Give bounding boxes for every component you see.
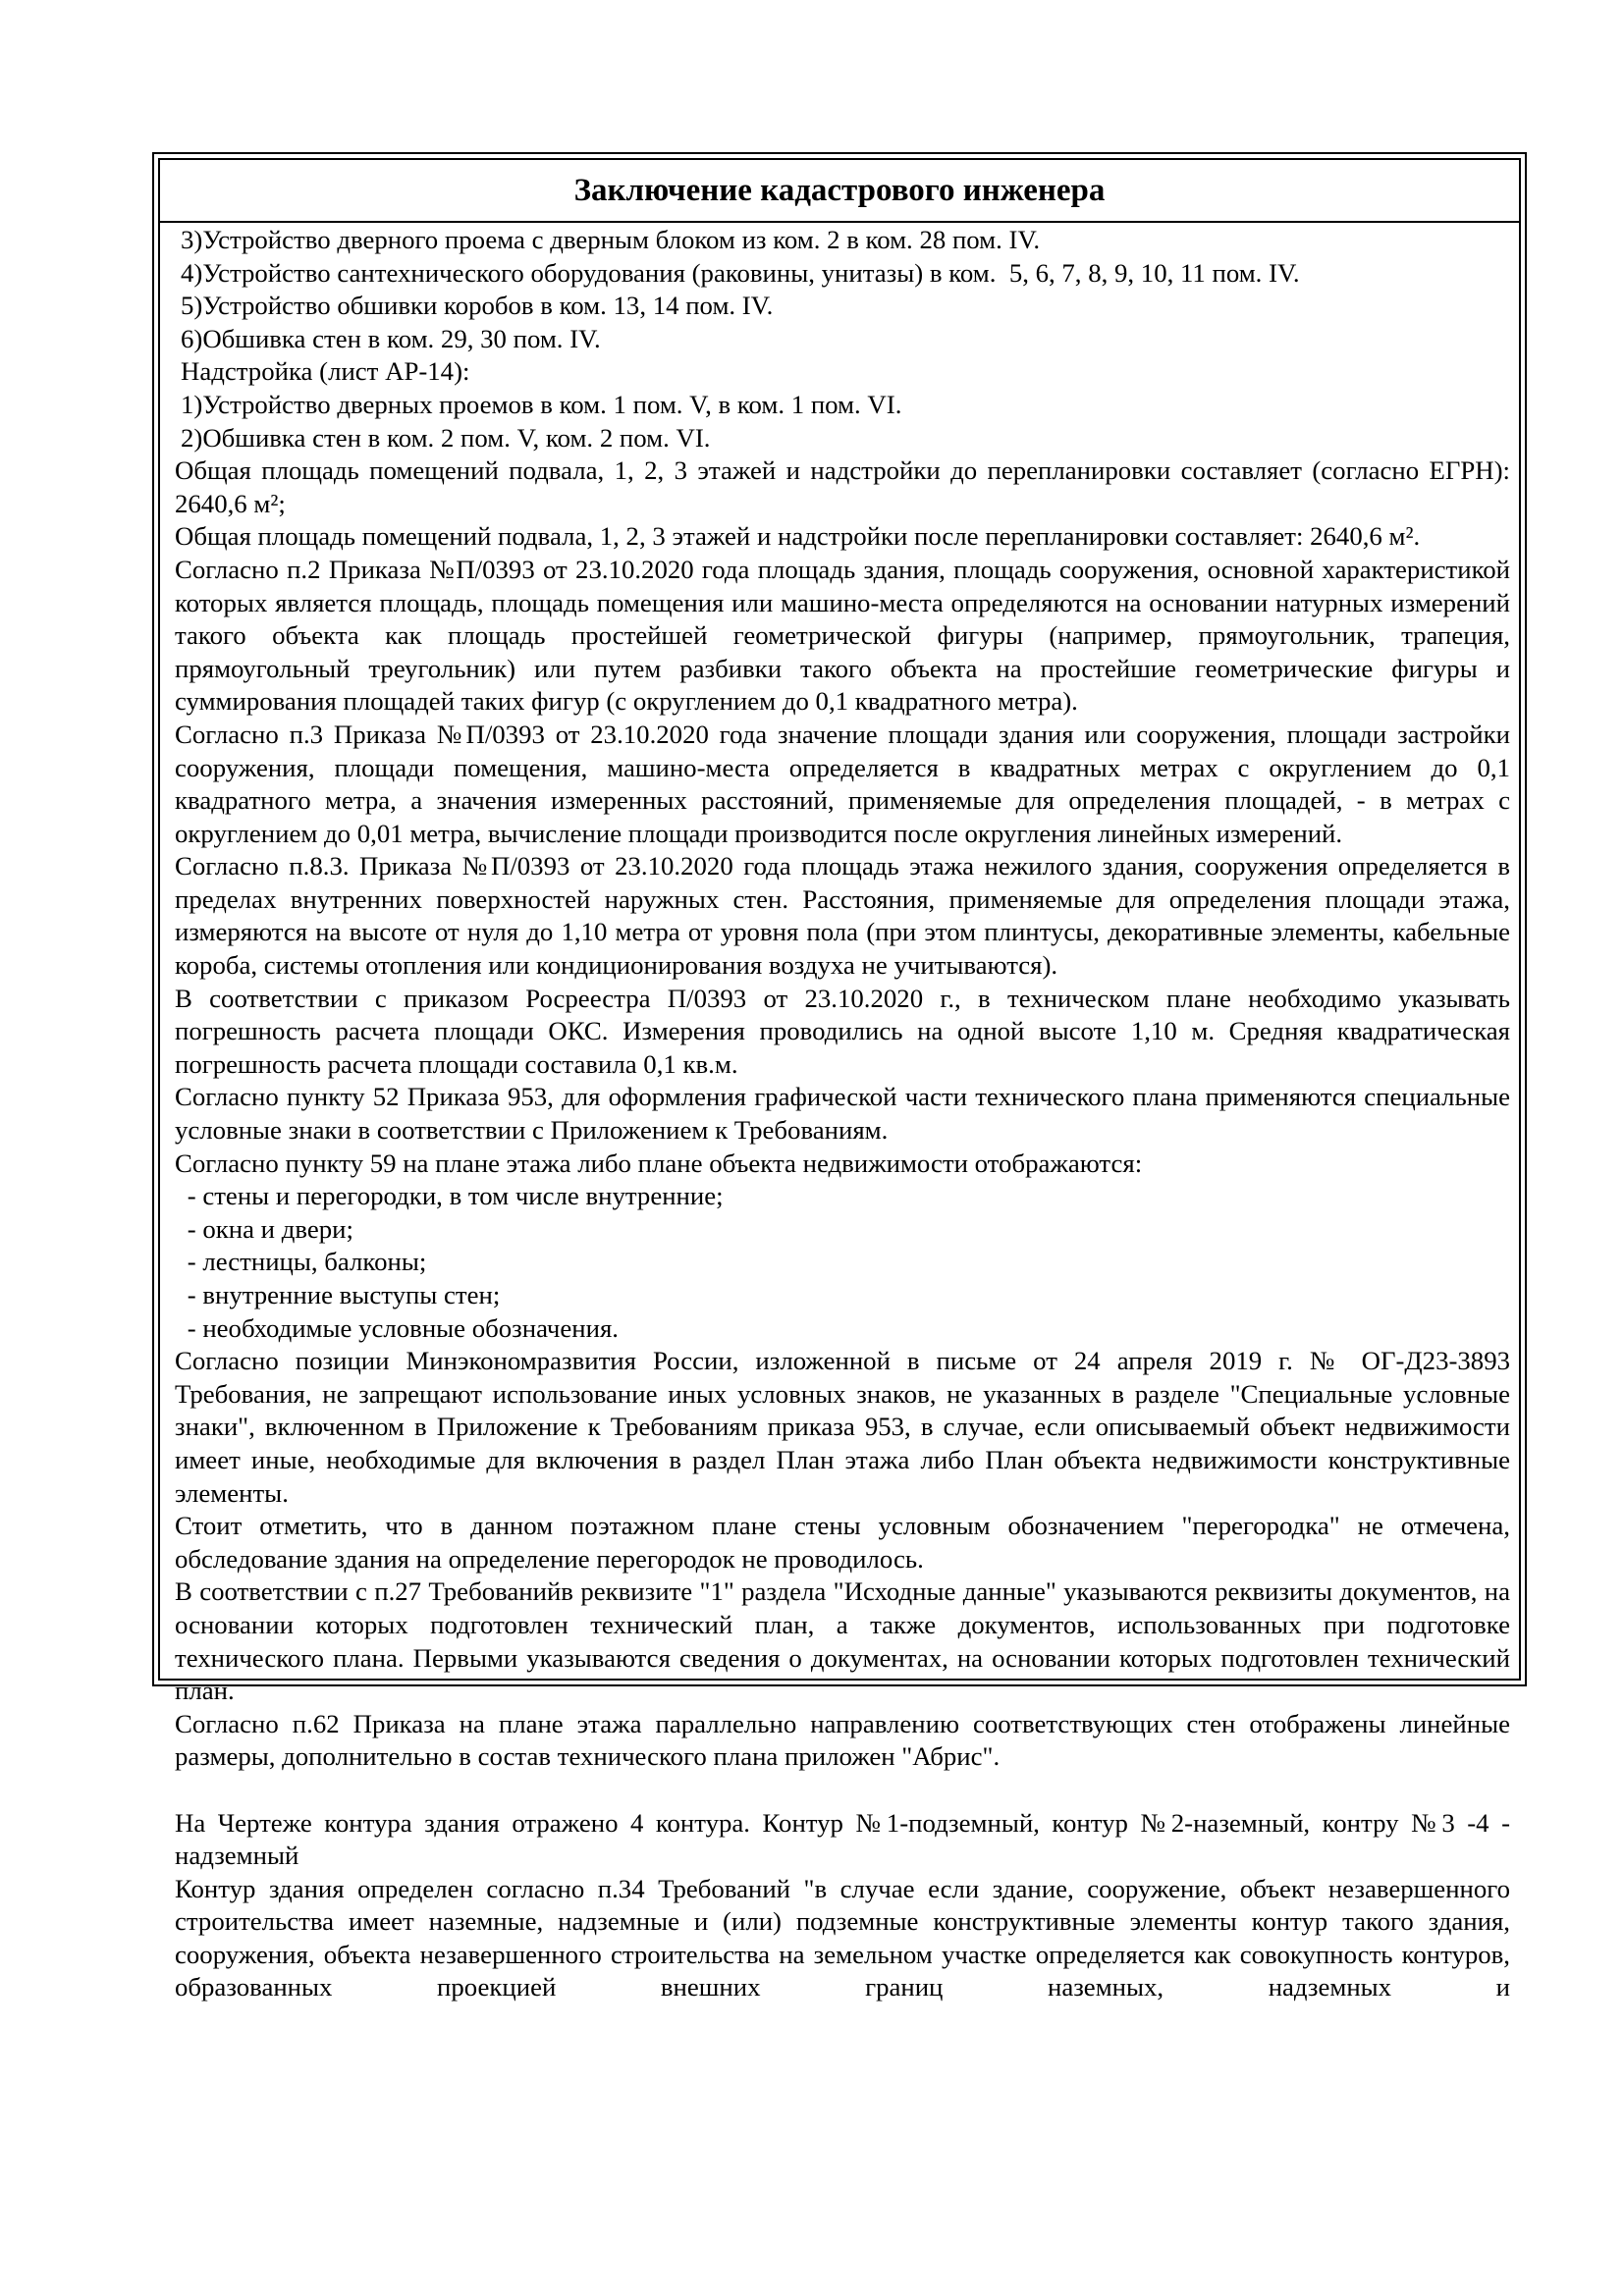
paragraph-order-p27: В соответствии с п.27 Требованийв реквизите "1" раздела "Исходные данные" указываются реквизиты документов, на основании которых подготовлен технический план, а также документов, использованных при подготовке технического плана. Первыми указываются сведения о документах, на основании которых подготовлен технический план. bbox=[175, 1576, 1510, 1706]
paragraph-order-p52: Согласно пункту 52 Приказа 953, для оформления графической части технического плана применяются специальные условные знаки в соответствии с Приложением к Требованиям. bbox=[175, 1082, 1510, 1146]
list-item: - стены и перегородки, в том числе внутренние; bbox=[181, 1181, 724, 1211]
paragraph-order-p2: Согласно п.2 Приказа №П/0393 от 23.10.2020 года площадь здания, площадь сооружения, основной характеристикой которых является площадь, площадь помещения или машино-места определяются на основании натурных измерений такого объекта как площадь простейшей геометрической фигуры (например, прямоугольник, трапеция, прямоугольный треугольник) или путем разбивки такого объекта на простейшие геометрические фигуры и суммирования площадей таких фигур (с округлением до 0,1 квадратного метра). bbox=[175, 554, 1510, 717]
paragraph-order-p62: Согласно п.62 Приказа на плане этажа параллельно направлению соответствующих стен отображены линейные размеры, дополнительно в состав технического плана приложен "Абрис". bbox=[175, 1708, 1510, 1772]
paragraph-area-before: Общая площадь помещений подвала, 1, 2, 3 этажей и надстройки до перепланировки составляет (согласно ЕГРН): 2640,6 м²; bbox=[175, 455, 1510, 518]
paragraph-order-p59: Согласно пункту 59 на плане этажа либо плане объекта недвижимости отображаются: bbox=[175, 1148, 1143, 1178]
paragraph-order-p83: Согласно п.8.3. Приказа №П/0393 от 23.10.2020 года площадь этажа нежилого здания, сооружения определяется в пределах внутренних поверхностей наружных стен. Расстояния, применяемые для определения площади этажа, измеряются на высоте от нуля до 1,10 метра от уровня пола (при этом плинтусы, декоративные элементы, кабельные короба, системы отопления или кондиционирования воздуха не учитываются). bbox=[175, 851, 1510, 981]
list-item: - окна и двери; bbox=[181, 1213, 353, 1244]
document-body bbox=[175, 224, 1510, 2004]
paragraph-contours: На Чертеже контура здания отражено 4 контура. Контур №1-подземный, контур №2-наземный, контру №3 -4 - надземный bbox=[175, 1807, 1510, 1871]
paragraph-rosreestr: В соответствии с приказом Росреестра П/0393 от 23.10.2020 г., в техническом плане необходимо указывать погрешность расчета площади ОКС. Измерения проводились на одной высоте 1,10 м. Средняя квадратическая погрешность расчета площади составила 0,1 кв.м. bbox=[175, 983, 1510, 1079]
paragraph-order-p3: Согласно п.3 Приказа №П/0393 от 23.10.2020 года значение площади здания или сооружения, площади застройки сооружения, площади помещения, машино-места определяется в квадратных метрах с округлением до 0,1 квадратного метра, а значения измеренных расстояний, применяемые для определения площадей, - в метрах с округлением до 0,01 метра, вычисление площади производится после округления линейных измерений. bbox=[175, 719, 1510, 848]
list-item: 3)Устройство дверного проема с дверным блоком из ком. 2 в ком. 28 пом. IV. bbox=[181, 225, 1041, 254]
list-item: 4)Устройство сантехнического оборудования (раковины, унитазы) в ком. 5, 6, 7, 8, 9, 10, 11 пом. IV. bbox=[181, 257, 1300, 288]
paragraph-minek: Согласно позиции Минэкономразвития России, изложенной в письме от 24 апреля 2019 г. № ОГ-Д23-3893 Требования, не запрещают использование иных условных знаков, не указанных в разделе "Специальные условные знаки", включенном в Приложение к Требованиям приказа 953, в случае, если описываемый объект недвижимости имеет иные, необходимые для включения в раздел План этажа либо План объекта недвижимости конструктивные элементы. bbox=[175, 1346, 1510, 1508]
section-heading: Надстройка (лист АР-14): bbox=[181, 356, 470, 387]
paragraph-order-p34: Контур здания определен согласно п.34 Требований "в случае если здание, сооружение, объект незавершенного строительства имеет наземные, надземные и (или) подземные конструктивные элементы контур такого здания, сооружения, объекта незавершенного строительства на земельном участке определяется как совокупность контуров, образованных проекцией внешних границ наземных, надземных и bbox=[175, 1873, 1510, 2002]
paragraph-partitions: Стоит отметить, что в данном поэтажном плане стены условным обозначением "перегородка" не отмечена, обследование здания на определение перегородок не проводилось. bbox=[175, 1511, 1510, 1574]
list-item: - лестницы, балконы; bbox=[181, 1247, 427, 1277]
page-title: Заключение кадастрового инженера bbox=[573, 172, 1106, 208]
blank-line bbox=[175, 1774, 1510, 1807]
title-divider bbox=[158, 221, 1521, 223]
list-item: - необходимые условные обозначения. bbox=[181, 1312, 620, 1343]
list-item: 5)Устройство обшивки коробов в ком. 13, 14 пом. IV. bbox=[181, 291, 774, 321]
paragraph-area-after: Общая площадь помещений подвала, 1, 2, 3 этажей и надстройки после перепланировки составляет: 2640,6 м². bbox=[175, 521, 1421, 552]
list-item: 1)Устройство дверных проемов в ком. 1 пом. V, в ком. 1 пом. VI. bbox=[181, 389, 902, 419]
list-item: - внутренние выступы стен; bbox=[181, 1280, 501, 1309]
list-item: 2)Обшивка стен в ком. 2 пом. V, ком. 2 пом. VI. bbox=[181, 422, 711, 453]
list-item: 6)Обшивка стен в ком. 29, 30 пом. IV. bbox=[181, 323, 601, 353]
